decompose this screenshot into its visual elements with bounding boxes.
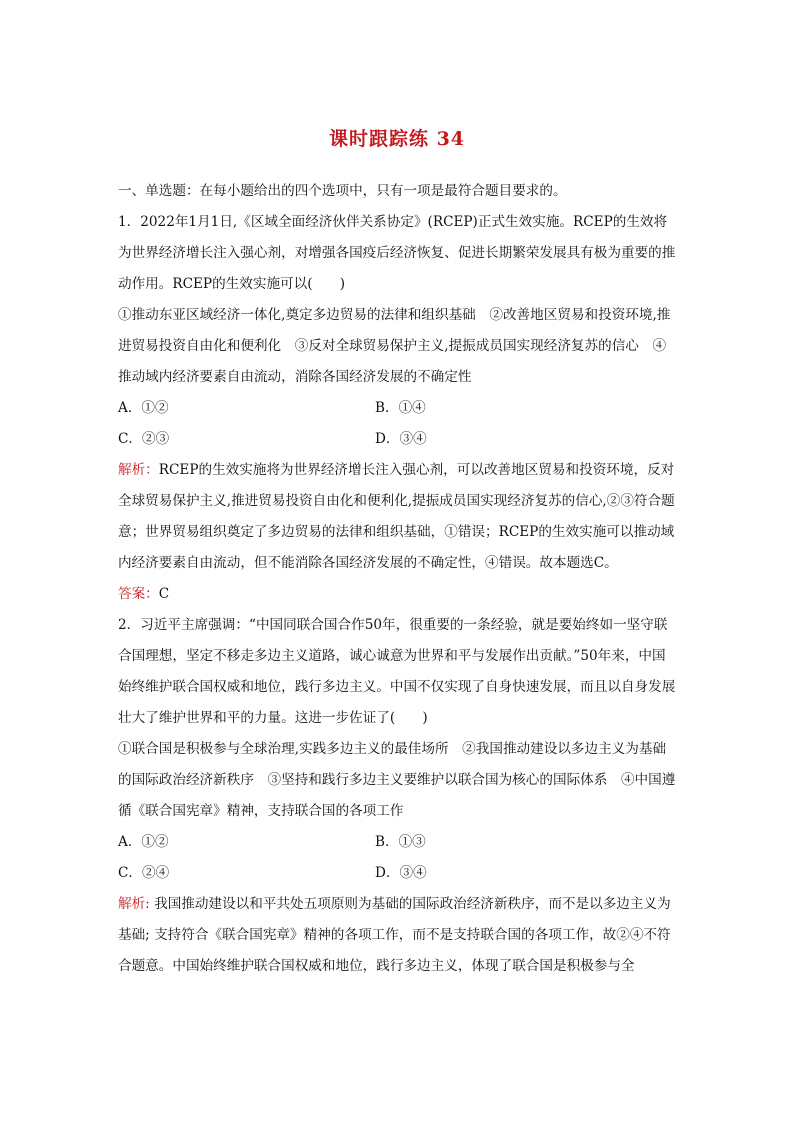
question-2-analysis — [118, 889, 678, 982]
question-1-answer — [118, 579, 678, 610]
answer-value: C — [158, 586, 170, 602]
question-1-option-a: A．①② — [118, 400, 169, 416]
document-body — [118, 176, 678, 982]
question-2-options-row-2 — [118, 858, 678, 889]
question-1-option-b: B．①④ — [375, 400, 426, 416]
page-title: 课时跟踪练 34 — [328, 128, 466, 150]
question-2-option-c: C．②④ — [118, 865, 170, 881]
question-1-analysis — [118, 455, 678, 579]
question-2-option-b: B．①③ — [375, 834, 426, 850]
question-1-option-c: C．②③ — [118, 431, 170, 447]
question-2-statements: ①联合国是积极参与全球治理,实践多边主义的最佳场所 ②我国推动建设以多边主义为基础的国际政治经济新秩序 ③坚持和践行多边主义要维护以联合国为核心的国际体系 ④中国遵循《联合国宪章》精神，支持联合国的各项工作 — [118, 741, 676, 819]
question-2 — [118, 610, 678, 982]
question-2-options-row-1 — [118, 827, 678, 858]
section-heading: 一、单选题：在每小题给出的四个选项中，只有一项是最符合题目要求的。 — [118, 183, 567, 199]
question-1-statements: ①推动东亚区域经济一体化,奠定多边贸易的法律和组织基础 ②改善地区贸易和投资环境,推进贸易投资自由化和便利化 ③反对全球贸易保护主义,提振成员国实现经济复苏的信心 ④推动域内经济要素自由流动，消除各国经济发展的不确定性 — [118, 307, 671, 385]
question-1-options-row-2 — [118, 424, 678, 455]
answer-label: 答案： — [118, 586, 159, 602]
question-1-options-row-1 — [118, 393, 678, 424]
question-1-stem: 1．2022年1月1日,《区域全面经济伙伴关系协定》(RCEP)正式生效实施。RCEP的生效将为世界经济增长注入强心剂，对增强各国疫后经济恢复、促进长期繁荣发展具有极为重要的推动作用。RCEP的生效实施可以( ) — [118, 214, 676, 292]
analysis-text: 我国推动建设以和平共处五项原则为基础的国际政治经济新秩序，而不是以多边主义为基础; 支持符合《联合国宪章》精神的各项工作，而不是支持联合国的各项工作，故②④不符合题意。中国始终维护联合国权威和地位，践行多边主义，体现了联合国是积极参与全 — [118, 896, 671, 974]
question-1 — [118, 207, 678, 610]
analysis-label: 解析: — [118, 896, 150, 912]
question-2-stem: 2．习近平主席强调：“中国同联合国合作50年，很重要的一条经验，就是要始终如一坚守联合国理想，坚定不移走多边主义道路，诚心诚意为世界和平与发展作出贡献。”50年来，中国始终维护联合国权威和地位，践行多边主义。中国不仅实现了自身快速发展，而且以自身发展壮大了维护世界和平的力量。这进一步佐证了( ) — [118, 617, 676, 726]
question-2-option-d: D．③④ — [375, 865, 427, 881]
question-2-option-a: A．①② — [118, 834, 169, 850]
analysis-text: RCEP的生效实施将为世界经济增长注入强心剂，可以改善地区贸易和投资环境，反对全球贸易保护主义,推进贸易投资自由化和便利化,提振成员国实现经济复苏的信心,②③符合题意；世界贸易组织奠定了多边贸易的法律和组织基础，①错误；RCEP的生效实施可以推动域内经济要素自由流动，但不能消除各国经济发展的不确定性，④错误。故本题选C。 — [118, 462, 675, 571]
question-1-option-d: D．③④ — [375, 431, 427, 447]
analysis-label: 解析： — [118, 462, 159, 478]
